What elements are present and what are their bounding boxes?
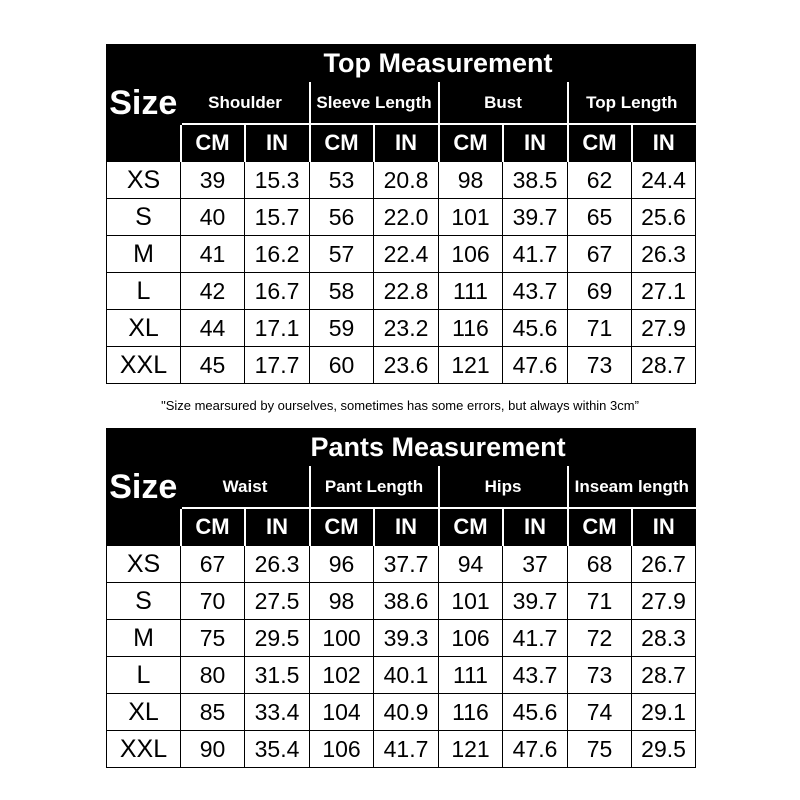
value-cell: 98	[310, 583, 374, 620]
value-cell: 100	[310, 620, 374, 657]
unit-header: CM	[181, 124, 245, 162]
value-cell: 106	[310, 731, 374, 768]
value-cell: 45.6	[503, 694, 568, 731]
value-cell: 26.3	[632, 236, 696, 273]
value-cell: 38.6	[374, 583, 439, 620]
size-cell: L	[107, 657, 181, 694]
value-cell: 28.3	[632, 620, 696, 657]
value-cell: 111	[439, 273, 503, 310]
value-cell: 58	[310, 273, 374, 310]
size-header: Size	[107, 45, 181, 162]
unit-header: IN	[374, 508, 439, 546]
value-cell: 111	[439, 657, 503, 694]
unit-header: CM	[439, 508, 503, 546]
value-cell: 96	[310, 546, 374, 583]
value-cell: 101	[439, 583, 503, 620]
value-cell: 17.7	[245, 347, 310, 384]
value-cell: 67	[568, 236, 632, 273]
table-row	[107, 273, 696, 310]
value-cell: 37.7	[374, 546, 439, 583]
value-cell: 62	[568, 162, 632, 199]
value-cell: 27.5	[245, 583, 310, 620]
measurement-note: "Size mearsured by ourselves, sometimes has some errors, but always within 3cm”	[161, 398, 639, 413]
value-cell: 73	[568, 347, 632, 384]
group-header: Pant Length	[310, 467, 439, 509]
size-cell: XXL	[107, 731, 181, 768]
value-cell: 40.1	[374, 657, 439, 694]
value-cell: 60	[310, 347, 374, 384]
value-cell: 106	[439, 236, 503, 273]
value-cell: 23.2	[374, 310, 439, 347]
value-cell: 24.4	[632, 162, 696, 199]
value-cell: 39.7	[503, 199, 568, 236]
value-cell: 31.5	[245, 657, 310, 694]
value-cell: 47.6	[503, 347, 568, 384]
unit-header: IN	[245, 508, 310, 546]
table-row	[107, 162, 696, 199]
table-row	[107, 657, 696, 694]
group-header: Top Length	[568, 83, 696, 125]
size-cell: XL	[107, 694, 181, 731]
table-row	[107, 546, 696, 583]
table-row	[107, 310, 696, 347]
table-row	[107, 694, 696, 731]
value-cell: 17.1	[245, 310, 310, 347]
value-cell: 37	[503, 546, 568, 583]
value-cell: 16.2	[245, 236, 310, 273]
value-cell: 98	[439, 162, 503, 199]
value-cell: 121	[439, 347, 503, 384]
value-cell: 27.9	[632, 310, 696, 347]
value-cell: 71	[568, 583, 632, 620]
group-header: Bust	[439, 83, 568, 125]
table-row	[107, 236, 696, 273]
value-cell: 80	[181, 657, 245, 694]
value-cell: 29.1	[632, 694, 696, 731]
table-row	[107, 620, 696, 657]
unit-header: IN	[503, 124, 568, 162]
unit-header: CM	[310, 508, 374, 546]
value-cell: 65	[568, 199, 632, 236]
size-cell: XXL	[107, 347, 181, 384]
size-cell: S	[107, 583, 181, 620]
value-cell: 43.7	[503, 657, 568, 694]
size-cell: XS	[107, 546, 181, 583]
value-cell: 102	[310, 657, 374, 694]
value-cell: 40	[181, 199, 245, 236]
value-cell: 41.7	[503, 620, 568, 657]
value-cell: 70	[181, 583, 245, 620]
value-cell: 20.8	[374, 162, 439, 199]
value-cell: 47.6	[503, 731, 568, 768]
value-cell: 28.7	[632, 347, 696, 384]
value-cell: 39.3	[374, 620, 439, 657]
value-cell: 39	[181, 162, 245, 199]
value-cell: 22.4	[374, 236, 439, 273]
value-cell: 35.4	[245, 731, 310, 768]
value-cell: 73	[568, 657, 632, 694]
value-cell: 26.3	[245, 546, 310, 583]
value-cell: 116	[439, 694, 503, 731]
value-cell: 41.7	[374, 731, 439, 768]
unit-header: CM	[310, 124, 374, 162]
value-cell: 72	[568, 620, 632, 657]
value-cell: 15.3	[245, 162, 310, 199]
size-cell: L	[107, 273, 181, 310]
value-cell: 85	[181, 694, 245, 731]
value-cell: 23.6	[374, 347, 439, 384]
value-cell: 106	[439, 620, 503, 657]
unit-header: IN	[503, 508, 568, 546]
size-cell: M	[107, 620, 181, 657]
value-cell: 16.7	[245, 273, 310, 310]
unit-header: CM	[568, 508, 632, 546]
size-cell: M	[107, 236, 181, 273]
group-header: Waist	[181, 467, 310, 509]
table-row	[107, 583, 696, 620]
value-cell: 56	[310, 199, 374, 236]
value-cell: 94	[439, 546, 503, 583]
unit-header: IN	[245, 124, 310, 162]
value-cell: 59	[310, 310, 374, 347]
value-cell: 104	[310, 694, 374, 731]
value-cell: 15.7	[245, 199, 310, 236]
table-row	[107, 731, 696, 768]
group-header: Shoulder	[181, 83, 310, 125]
value-cell: 29.5	[245, 620, 310, 657]
value-cell: 39.7	[503, 583, 568, 620]
value-cell: 71	[568, 310, 632, 347]
value-cell: 41.7	[503, 236, 568, 273]
value-cell: 22.8	[374, 273, 439, 310]
value-cell: 40.9	[374, 694, 439, 731]
unit-header: CM	[181, 508, 245, 546]
value-cell: 27.1	[632, 273, 696, 310]
value-cell: 38.5	[503, 162, 568, 199]
value-cell: 90	[181, 731, 245, 768]
value-cell: 26.7	[632, 546, 696, 583]
value-cell: 43.7	[503, 273, 568, 310]
value-cell: 27.9	[632, 583, 696, 620]
value-cell: 75	[181, 620, 245, 657]
value-cell: 45.6	[503, 310, 568, 347]
table-row	[107, 199, 696, 236]
group-header: Hips	[439, 467, 568, 509]
value-cell: 44	[181, 310, 245, 347]
size-cell: S	[107, 199, 181, 236]
table-row	[107, 347, 696, 384]
value-cell: 28.7	[632, 657, 696, 694]
size-header: Size	[107, 429, 181, 546]
top-measurement-table	[106, 44, 696, 384]
unit-header: IN	[632, 508, 696, 546]
size-cell: XS	[107, 162, 181, 199]
unit-header: CM	[568, 124, 632, 162]
value-cell: 33.4	[245, 694, 310, 731]
value-cell: 53	[310, 162, 374, 199]
value-cell: 121	[439, 731, 503, 768]
unit-header: IN	[632, 124, 696, 162]
value-cell: 75	[568, 731, 632, 768]
unit-header: CM	[439, 124, 503, 162]
value-cell: 45	[181, 347, 245, 384]
value-cell: 101	[439, 199, 503, 236]
group-header: Inseam length	[568, 467, 696, 509]
table-title: Pants Measurement	[181, 429, 696, 467]
table-title: Top Measurement	[181, 45, 696, 83]
value-cell: 69	[568, 273, 632, 310]
value-cell: 42	[181, 273, 245, 310]
value-cell: 29.5	[632, 731, 696, 768]
value-cell: 25.6	[632, 199, 696, 236]
group-header: Sleeve Length	[310, 83, 439, 125]
value-cell: 57	[310, 236, 374, 273]
value-cell: 41	[181, 236, 245, 273]
size-cell: XL	[107, 310, 181, 347]
value-cell: 67	[181, 546, 245, 583]
unit-header: IN	[374, 124, 439, 162]
pants-measurement-table	[106, 428, 696, 768]
value-cell: 74	[568, 694, 632, 731]
value-cell: 116	[439, 310, 503, 347]
value-cell: 22.0	[374, 199, 439, 236]
value-cell: 68	[568, 546, 632, 583]
